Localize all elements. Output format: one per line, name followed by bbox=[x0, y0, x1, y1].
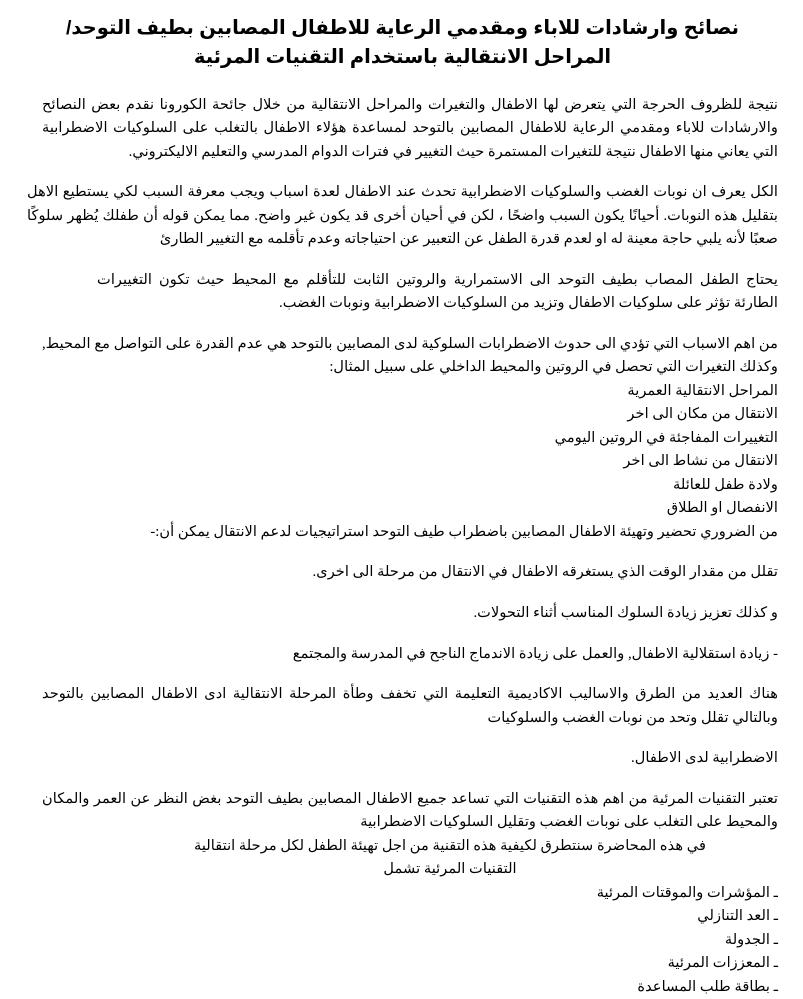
paragraph-routine-need: يحتاج الطفل المصاب بطيف التوحد الى الاستمرارية والروتين الثابت للتأقلم مع المحيط حيث تكون التغييرات الطارئة تؤثر على سلوكيات الاطفال وتزيد من السلوكيات الاضطرابية ونوبات الغضب. bbox=[97, 271, 778, 312]
paragraph-main-causes: من اهم الاسباب التي تؤدي الى حدوث الاضطرابات السلوكية لدى المصابين بالتوحد هي عدم القدرة على التواصل مع المحيط, وكذلك التغيرات التي تحصل في الروتين والمحيط الداخلي على سبيل المثال: bbox=[42, 335, 778, 376]
list-item: ـ المؤشرات والموقتات المرئية bbox=[596, 884, 778, 901]
list-item: ـ العد التنازلي bbox=[697, 908, 778, 925]
list-item: الانتقال من مكان الى اخر bbox=[627, 406, 778, 423]
list-item: ـ الجدولة bbox=[724, 931, 778, 948]
page-title: نصائح وارشادات للاباء ومقدمي الرعاية للاطفال المصابين بطيف التوحد/ المراحل الانتقالية باستخدام التقنيات المرئية bbox=[66, 17, 739, 68]
list-item: المراحل الانتقالية العمرية bbox=[627, 382, 778, 399]
list-item: التغييرات المفاجئة في الروتين اليومي bbox=[554, 429, 778, 446]
paragraph-academic-methods: هناك العديد من الطرق والاساليب الاكاديمية التعليمة التي تخفف وطأة المرحلة الانتقالية ادى الاطفال المصابين بالتوحد وبالتالي تقلل وتحد من نوبات الغضب والسلوكيات bbox=[42, 686, 778, 726]
document-body bbox=[27, 94, 778, 999]
paragraph-visual-techniques-intro: تعتبر التقنيات المرئية من اهم هذه التقنيات التي تساعد جميع الاطفال المصابين بطيف التوحد بغض النظر عن العمر والمكان والمحيط على التغلب على نوبات الغضب وتقليل السلوكيات الاضطرابية bbox=[42, 790, 778, 831]
visual-techniques-list bbox=[27, 882, 778, 999]
paragraph-lecture-scope: في هذه المحاضرة سنتطرق لكيفية هذه التقنية من اجل تهيئة الطفل لكل مرحلة انتقالية bbox=[193, 837, 707, 854]
transition-examples-list bbox=[27, 380, 778, 521]
paragraph-strategies-intro: من الضروري تحضير وتهيئة الاطفال المصابين باضطراب طيف التوحد استراتيجيات لدعم الانتقال يمكن أن:- bbox=[150, 523, 778, 540]
list-item: ـ المعززات المرئية bbox=[667, 955, 778, 972]
paragraph-intro: نتيجة للظروف الحرجة التي يتعرض لها الاطفال والتغيرات والمراحل الانتقالية من خلال جائحة الكورونا نقدم بعض النصائح والارشادات للاباء ومقدمي الرعاية للاطفال المصابين بالتوحد لمساعدة هؤلاء الاطفال بالتغلب على السلوكيات الاضطرابية التي يعاني منها الاطفال نتيجة للتغيرات المستمرة حيث التغيير في فترات الدوام المدرسي والتعليم الاليكتروني. bbox=[42, 96, 778, 160]
list-item: الانتقال من نشاط الى اخر bbox=[623, 453, 778, 470]
paragraph-tantrum-causes: الكل يعرف ان نوبات الغضب والسلوكيات الاضطرابية تحدث عند الاطفال لعدة اسباب ويجب معرفة السبب لكي يستطيع الاهل بتقليل هذه النوبات. أحيانًا يكون السبب واضحًا ، لكن في أحيان أخرى قد يكون غير واضح. مما يمكن قوله أن طفلك يُظهر سلوكًا صعبًا لأنه يلبي حاجة معينة له او لعدم قدرة الطفل عن التعبير عن احتياجاته وعدم تأقلمه مع التغيير الطارئ bbox=[27, 184, 778, 248]
list-item: الانفصال او الطلاق bbox=[666, 500, 778, 517]
list-item: ولادة طفل للعائلة bbox=[672, 476, 778, 493]
paragraph-academic-methods-tail: الاضطرابية لدى الاطفال. bbox=[631, 750, 778, 767]
paragraph-strategy-time: تقلل من مقدار الوقت الذي يستغرقه الاطفال في الانتقال من مرحلة الى اخرى. bbox=[312, 564, 778, 581]
paragraph-strategy-behavior: و كذلك تعزيز زيادة السلوك المناسب أثناء التحولات. bbox=[473, 605, 778, 621]
list-item: ـ بطاقة طلب المساعدة bbox=[637, 978, 778, 995]
paragraph-strategy-independence: - زيادة استقلالية الاطفال, والعمل على زيادة الاندماج الناجح في المدرسة والمجتمع bbox=[292, 645, 778, 662]
paragraph-techniques-heading: التقنيات المرئية تشمل bbox=[383, 861, 517, 878]
